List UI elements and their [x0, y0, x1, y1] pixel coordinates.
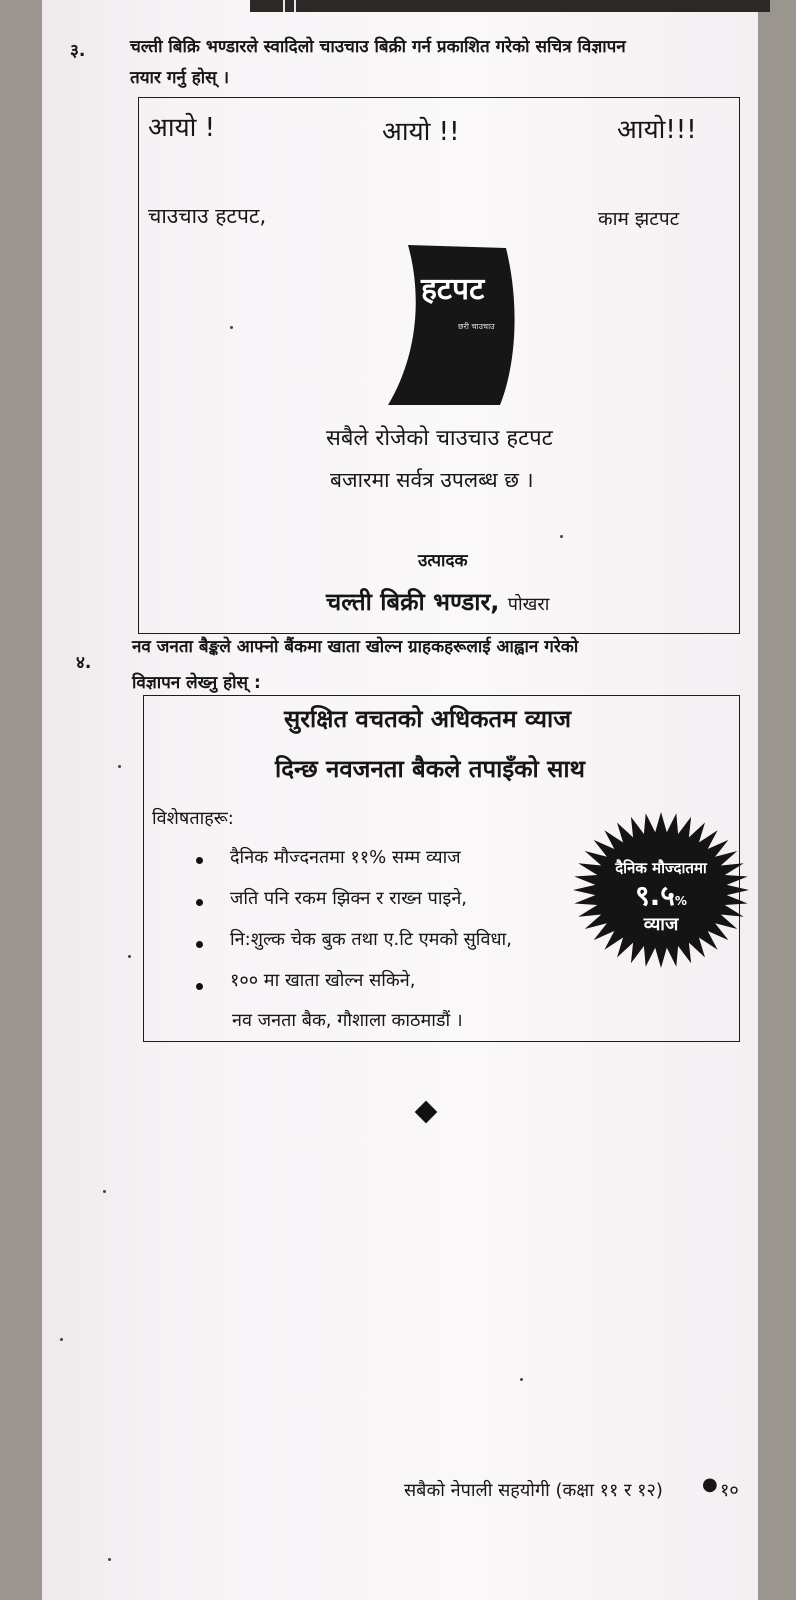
- question-3-line1: चल्ती बिक्रि भण्डारले स्वादिलो चाउचाउ बिक्री गर्न प्रकाशित गरेको सचित्र विज्ञापन: [130, 37, 626, 57]
- bank-headline-2: दिन्छ नवजनता बैकले तपाइँको साथ: [275, 755, 585, 783]
- paper-speck: [108, 1558, 111, 1561]
- paper-speck: [60, 1338, 63, 1341]
- ad1-line1: सबैले रोजेको चाउचाउ हटपट: [326, 426, 553, 451]
- interest-burst-badge: [572, 810, 750, 970]
- footer-page-number: १०: [720, 1480, 739, 1501]
- top-tick: [283, 0, 285, 12]
- footer-circle-bullet: ●: [702, 1474, 718, 1495]
- burst-line1: दैनिक मौज्दातमा: [615, 859, 707, 877]
- feature-item: १०० मा खाता खोल्न सकिने,: [230, 970, 416, 991]
- feature-item: नि:शुल्क चेक बुक तथा ए.टि एमको सुविधा,: [230, 929, 512, 950]
- bullet: [196, 899, 203, 906]
- logo-text: हटपट: [421, 272, 485, 307]
- logo-subtext: छरी चाउचाउ: [458, 322, 495, 331]
- feature-item: दैनिक मौज्दनतमा ११% सम्म व्याज: [230, 847, 461, 868]
- producer-city: पोखरा: [507, 594, 550, 615]
- burst-line3: व्याज: [643, 914, 679, 935]
- paper-speck: [230, 326, 233, 329]
- bullet: [196, 983, 203, 990]
- paper-speck: [103, 1190, 106, 1193]
- producer-label: उत्पादक: [418, 551, 468, 571]
- burst-percent: %: [674, 894, 687, 908]
- question-4-number: ४.: [76, 653, 92, 673]
- footer-text: सबैको नेपाली सहयोगी (कक्षा ११ र १२): [404, 1480, 663, 1501]
- ayo-third: आयो!!!: [617, 115, 697, 145]
- paper-speck: [118, 765, 121, 768]
- question-3-line2: तयार गर्नु होस् ।: [130, 68, 230, 88]
- burst-rate-value: ९.५: [635, 879, 675, 912]
- bank-headline-1: सुरक्षित वचतको अधिकतम व्याज: [284, 705, 572, 733]
- right-slogan: काम झटपट: [598, 208, 680, 230]
- left-slogan: चाउचाउ हटपट,: [148, 204, 267, 228]
- bullet: [196, 941, 203, 948]
- ayo-first: आयो !: [148, 113, 216, 143]
- question-3-number: ३.: [70, 41, 86, 61]
- question-4-line1: नव जनता बैङ्कले आफ्नो बैंकमा खाता खोल्न ग्राहकहरूलाई आह्वान गरेको: [132, 637, 579, 657]
- paper-speck: [520, 1378, 523, 1381]
- bullet: [196, 857, 203, 864]
- burst-rate: [572, 876, 750, 914]
- producer-name: [326, 585, 549, 618]
- feature-item: जति पनि रकम झिक्न र राख्न पाइने,: [230, 888, 468, 909]
- bank-address: नव जनता बैक, गौशाला काठमाडौं ।: [232, 1010, 463, 1031]
- top-tick: [294, 0, 296, 12]
- paper-speck: [560, 535, 563, 538]
- paper-speck: [128, 955, 131, 958]
- question-4-line2: विज्ञापन लेख्नु होस् :: [132, 673, 261, 693]
- ad1-line2: बजारमा सर्वत्र उपलब्ध छ ।: [330, 468, 534, 492]
- top-binding-strip: [250, 0, 770, 12]
- hatpat-logo: [388, 245, 528, 415]
- features-label: विशेषताहरू:: [152, 808, 234, 829]
- producer-name-text: चल्ती बिक्री भण्डार,: [326, 588, 500, 616]
- ayo-second: आयो !!: [382, 117, 460, 147]
